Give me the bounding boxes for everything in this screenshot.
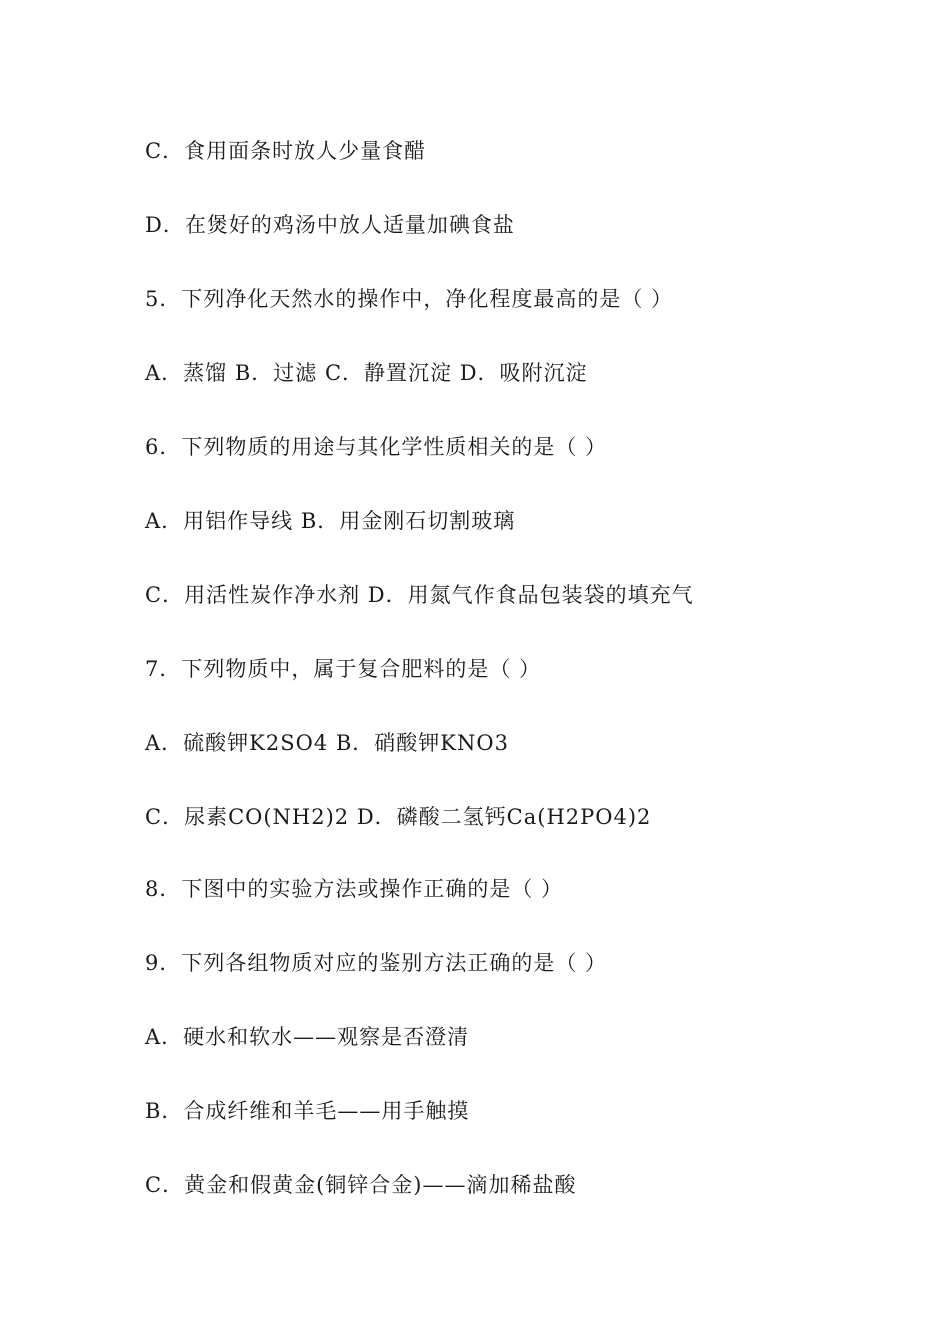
question-9: 9．下列各组物质对应的鉴别方法正确的是（ ） (145, 951, 608, 975)
options-cd-q7: C．尿素CO(NH2)2 D．磷酸二氢钙Ca(H2PO4)2 (145, 805, 652, 829)
question-8: 8．下图中的实验方法或操作正确的是（ ） (145, 877, 564, 901)
option-b-q9: B．合成纤维和羊毛——用手触摸 (145, 1099, 470, 1123)
options-cd-q6: C．用活性炭作净水剂 D．用氮气作食品包装袋的填充气 (145, 583, 694, 607)
option-c-q9: C．黄金和假黄金(铜锌合金)——滴加稀盐酸 (145, 1173, 577, 1197)
question-6: 6．下列物质的用途与其化学性质相关的是（ ） (145, 435, 608, 459)
options-q5: A．蒸馏 B．过滤 C．静置沉淀 D．吸附沉淀 (145, 361, 588, 385)
options-ab-q7: A．硫酸钾K2SO4 B．硝酸钾KNO3 (145, 731, 509, 755)
question-7: 7．下列物质中，属于复合肥料的是（ ） (145, 657, 542, 681)
question-5: 5．下列净化天然水的操作中，净化程度最高的是（ ） (145, 287, 674, 311)
option-d-q4: D．在煲好的鸡汤中放人适量加碘食盐 (145, 213, 515, 237)
option-c-q4: C．食用面条时放人少量食醋 (145, 139, 427, 163)
options-ab-q6: A．用铝作导线 B．用金刚石切割玻璃 (145, 509, 516, 533)
option-a-q9: A．硬水和软水——观察是否澄清 (145, 1025, 470, 1049)
